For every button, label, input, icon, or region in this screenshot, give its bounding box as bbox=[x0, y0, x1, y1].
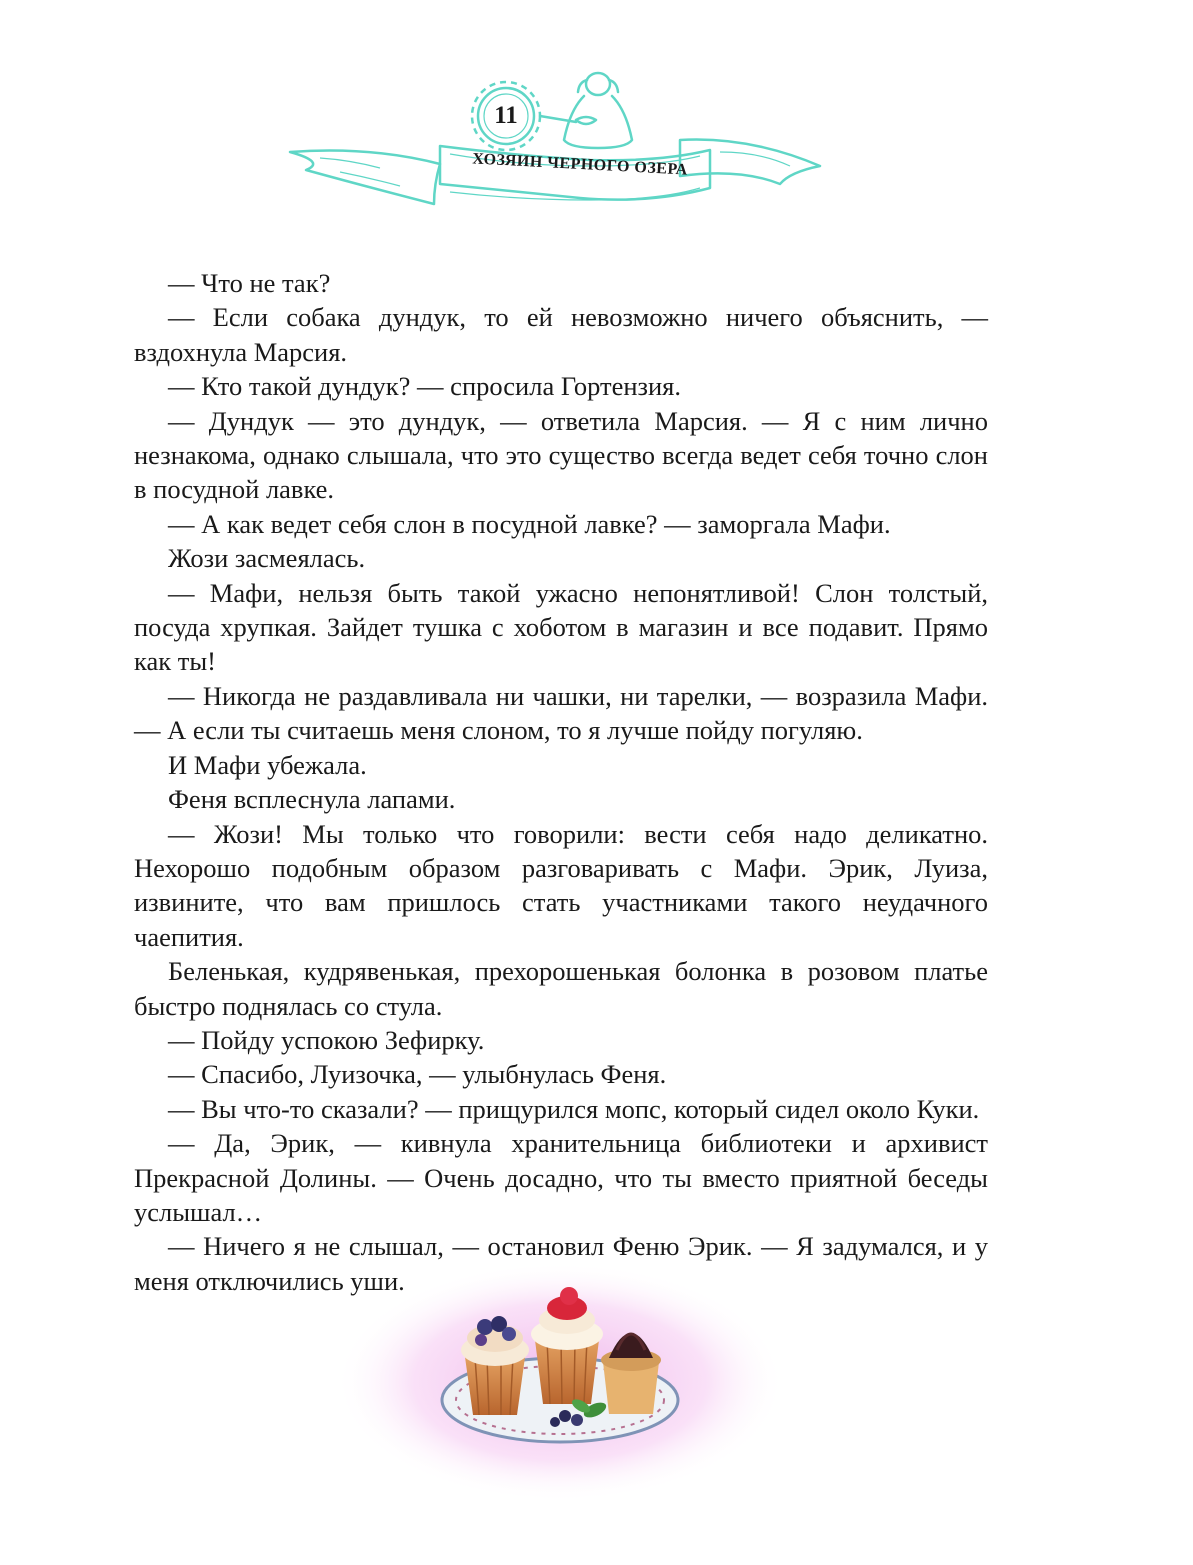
paragraph: — Если собака дундук, то ей невозможно ничего объяснить, — вздохнула Марсия. bbox=[134, 302, 988, 367]
paragraph: — Да, Эрик, — кивнула хранительница библиотеки и архивист Прекрасной Долины. — Очень досадно, что ты вместо приятной беседы услышал… bbox=[134, 1128, 988, 1227]
cupcakes-illustration bbox=[325, 1232, 795, 1522]
paragraph: — Дундук — это дундук, — ответила Марсия. — Я с ним лично незнакома, однако слышала, что это существо всегда ведет себя точно слон в посудной лавке. bbox=[134, 405, 988, 505]
paragraph: — А как ведет себя слон в посудной лавке? — заморгала Мафи. bbox=[168, 508, 891, 539]
paragraph: Жози засмеялась. bbox=[168, 543, 366, 574]
paragraph: — Никогда не раздавливала ни чашки, ни тарелки, — возразила Мафи. — А если ты считаешь меня слоном, то я лучше пойду погуляю. bbox=[134, 680, 988, 746]
ribbon-ornament bbox=[280, 62, 840, 212]
paragraph: — Пойду успокою Зефирку. bbox=[168, 1024, 485, 1055]
paragraph: — Что не так? bbox=[168, 268, 331, 298]
cupcake-blueberry bbox=[461, 1316, 529, 1415]
paragraph: — Вы что-то сказали? — прищурился мопс, который сидел около Куки. bbox=[168, 1093, 980, 1124]
paragraph: — Мафи, нельзя быть такой ужасно непонятливой! Слон толстый, посуда хрупкая. Зайдет тушка с хоботом в магазин и все подавит. Прямо как ты! bbox=[134, 577, 988, 677]
paragraph: Феня всплеснула лапами. bbox=[168, 784, 456, 815]
body-text bbox=[134, 266, 988, 1298]
paragraph: — Кто такой дундук? — спросила Гортензия. bbox=[168, 371, 681, 402]
chapter-number: 11 bbox=[494, 102, 518, 129]
paragraph: — Жози! Мы только что говорили: вести себя надо деликатно. Нехорошо подобным образом разговаривать с Мафи. Эрик, Луиза, извините, что вам пришлось стать участниками такого неудачного чаепития. bbox=[134, 818, 988, 952]
paragraph: — Ничего я не слышал, — остановил Феню Эрик. — Я задумался, и у меня отключились уши. bbox=[134, 1231, 988, 1296]
paragraph: И Мафи убежала. bbox=[168, 749, 367, 780]
dog-figure bbox=[540, 73, 632, 148]
chapter-header bbox=[280, 62, 840, 212]
chapter-title: ХОЗЯИН ЧЕРНОГО ОЗЕРА bbox=[471, 150, 689, 179]
paragraph: — Спасибо, Луизочка, — улыбнулась Феня. bbox=[168, 1059, 667, 1090]
paragraph: Беленькая, кудрявенькая, прехорошенькая болонка в розовом платье быстро поднялась со стула. bbox=[134, 956, 988, 1021]
